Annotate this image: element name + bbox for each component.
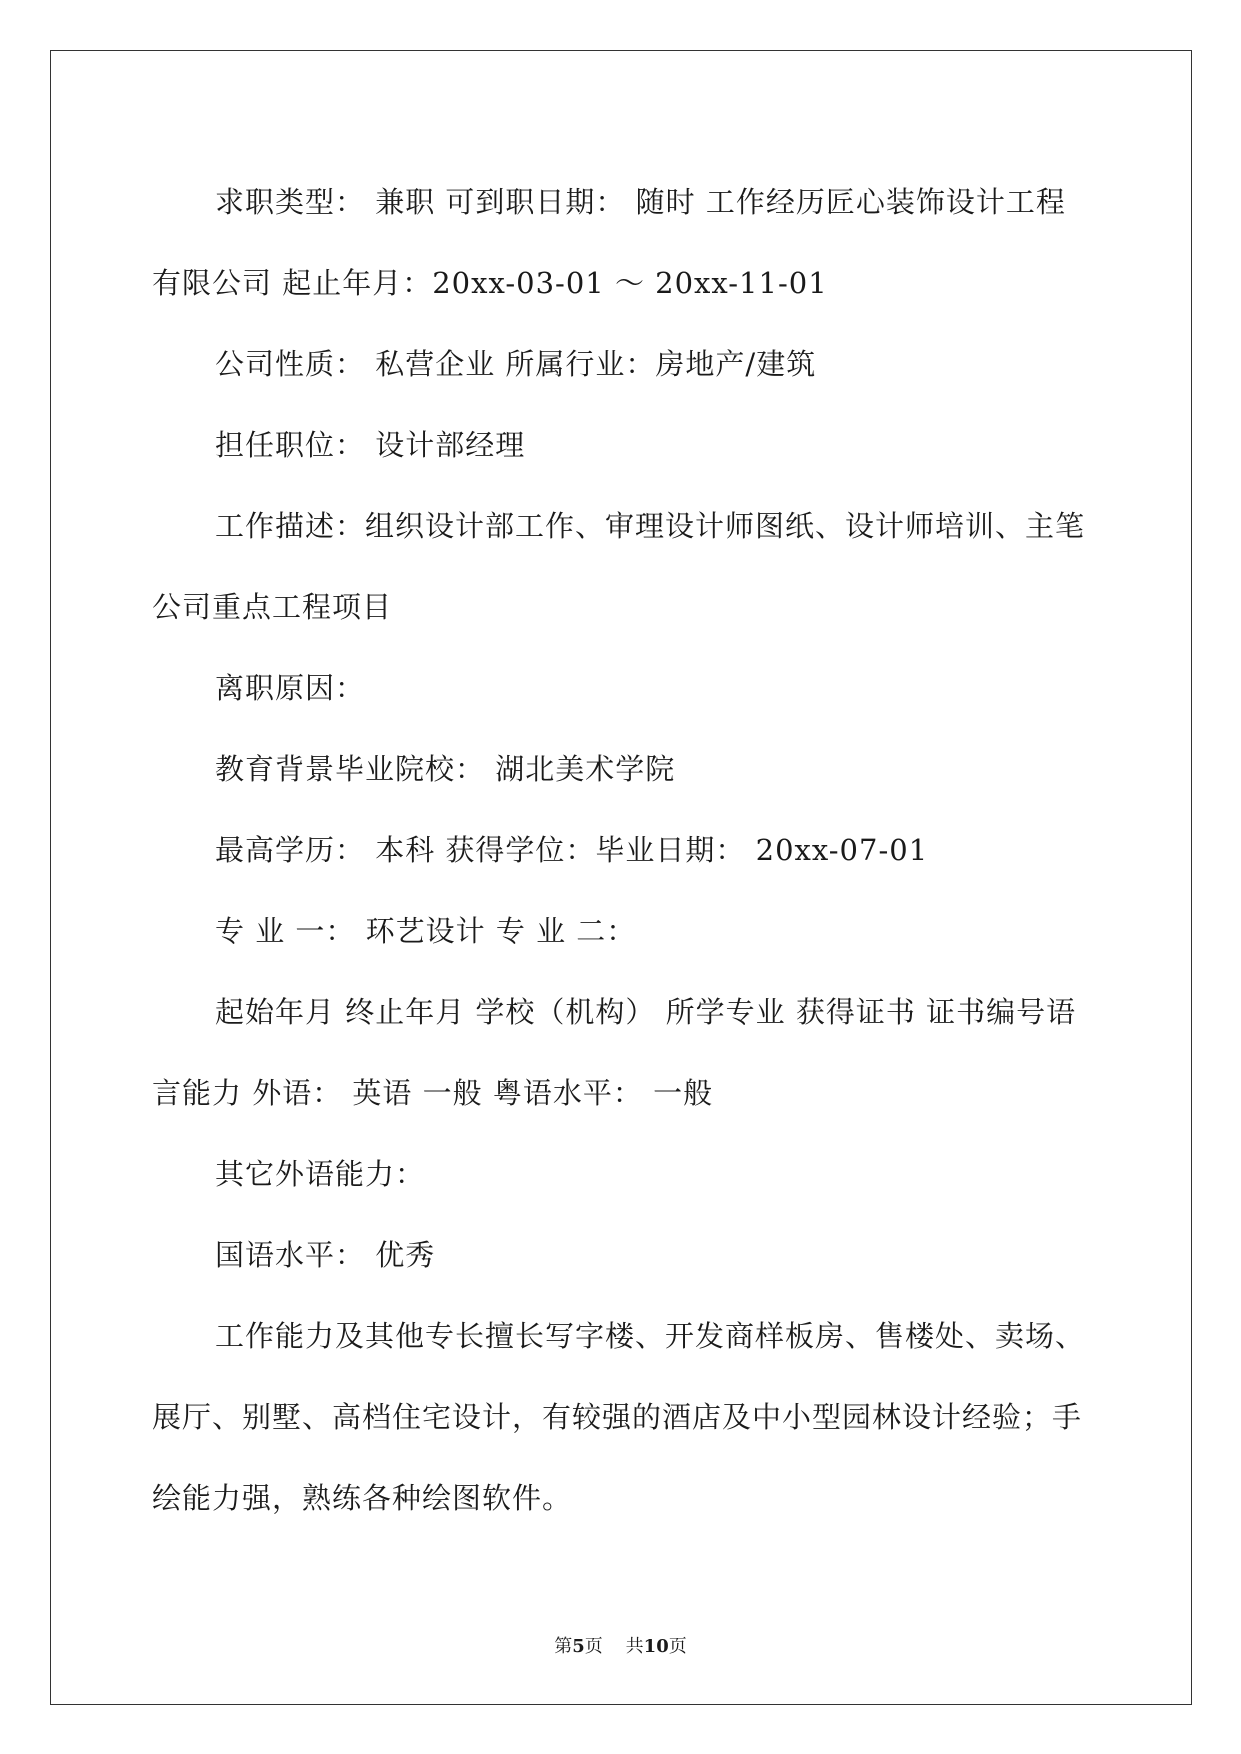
paragraph: 工作能力及其他专长擅长写字楼、开发商样板房、售楼处、卖场、展厅、别墅、高档住宅设计，有较强的酒店及中小型园林设计经验；手绘能力强，熟练各种绘图软件。 (152, 1319, 1086, 1515)
document-body (152, 162, 1090, 1539)
paragraph: 其它外语能力： (215, 1157, 426, 1191)
paragraph: 求职类型： 兼职 可到职日期： 随时 工作经历匠心装饰设计工程有限公司 起止年月：20xx-03-01 ～ 20xx-11-01 (152, 185, 1066, 300)
footer-prefix: 第 (554, 1636, 573, 1657)
footer-total-suffix: 页 (668, 1636, 687, 1657)
footer-page-suffix: 页 (584, 1636, 603, 1657)
paragraph: 离职原因： (215, 671, 366, 705)
paragraph: 教育背景毕业院校： 湖北美术学院 (215, 752, 676, 786)
total-pages-number: 10 (643, 1636, 669, 1657)
current-page-number: 5 (572, 1636, 585, 1657)
paragraph: 起始年月 终止年月 学校（机构） 所学专业 获得证书 证书编号语言能力 外语： 英语 一般 粤语水平： 一般 (152, 995, 1077, 1110)
paragraph: 担任职位： 设计部经理 (215, 428, 526, 462)
paragraph: 工作描述：组织设计部工作、审理设计师图纸、设计师培训、主笔公司重点工程项目 (152, 509, 1086, 624)
paragraph: 专 业 一： 环艺设计 专 业 二： (215, 914, 637, 948)
paragraph: 最高学历： 本科 获得学位：毕业日期： 20xx-07-01 (215, 833, 929, 867)
paragraph: 国语水平： 优秀 (215, 1238, 436, 1272)
page-footer (0, 1632, 1241, 1658)
footer-total-prefix: 共 (625, 1636, 644, 1657)
paragraph: 公司性质： 私营企业 所属行业：房地产/建筑 (215, 347, 817, 381)
